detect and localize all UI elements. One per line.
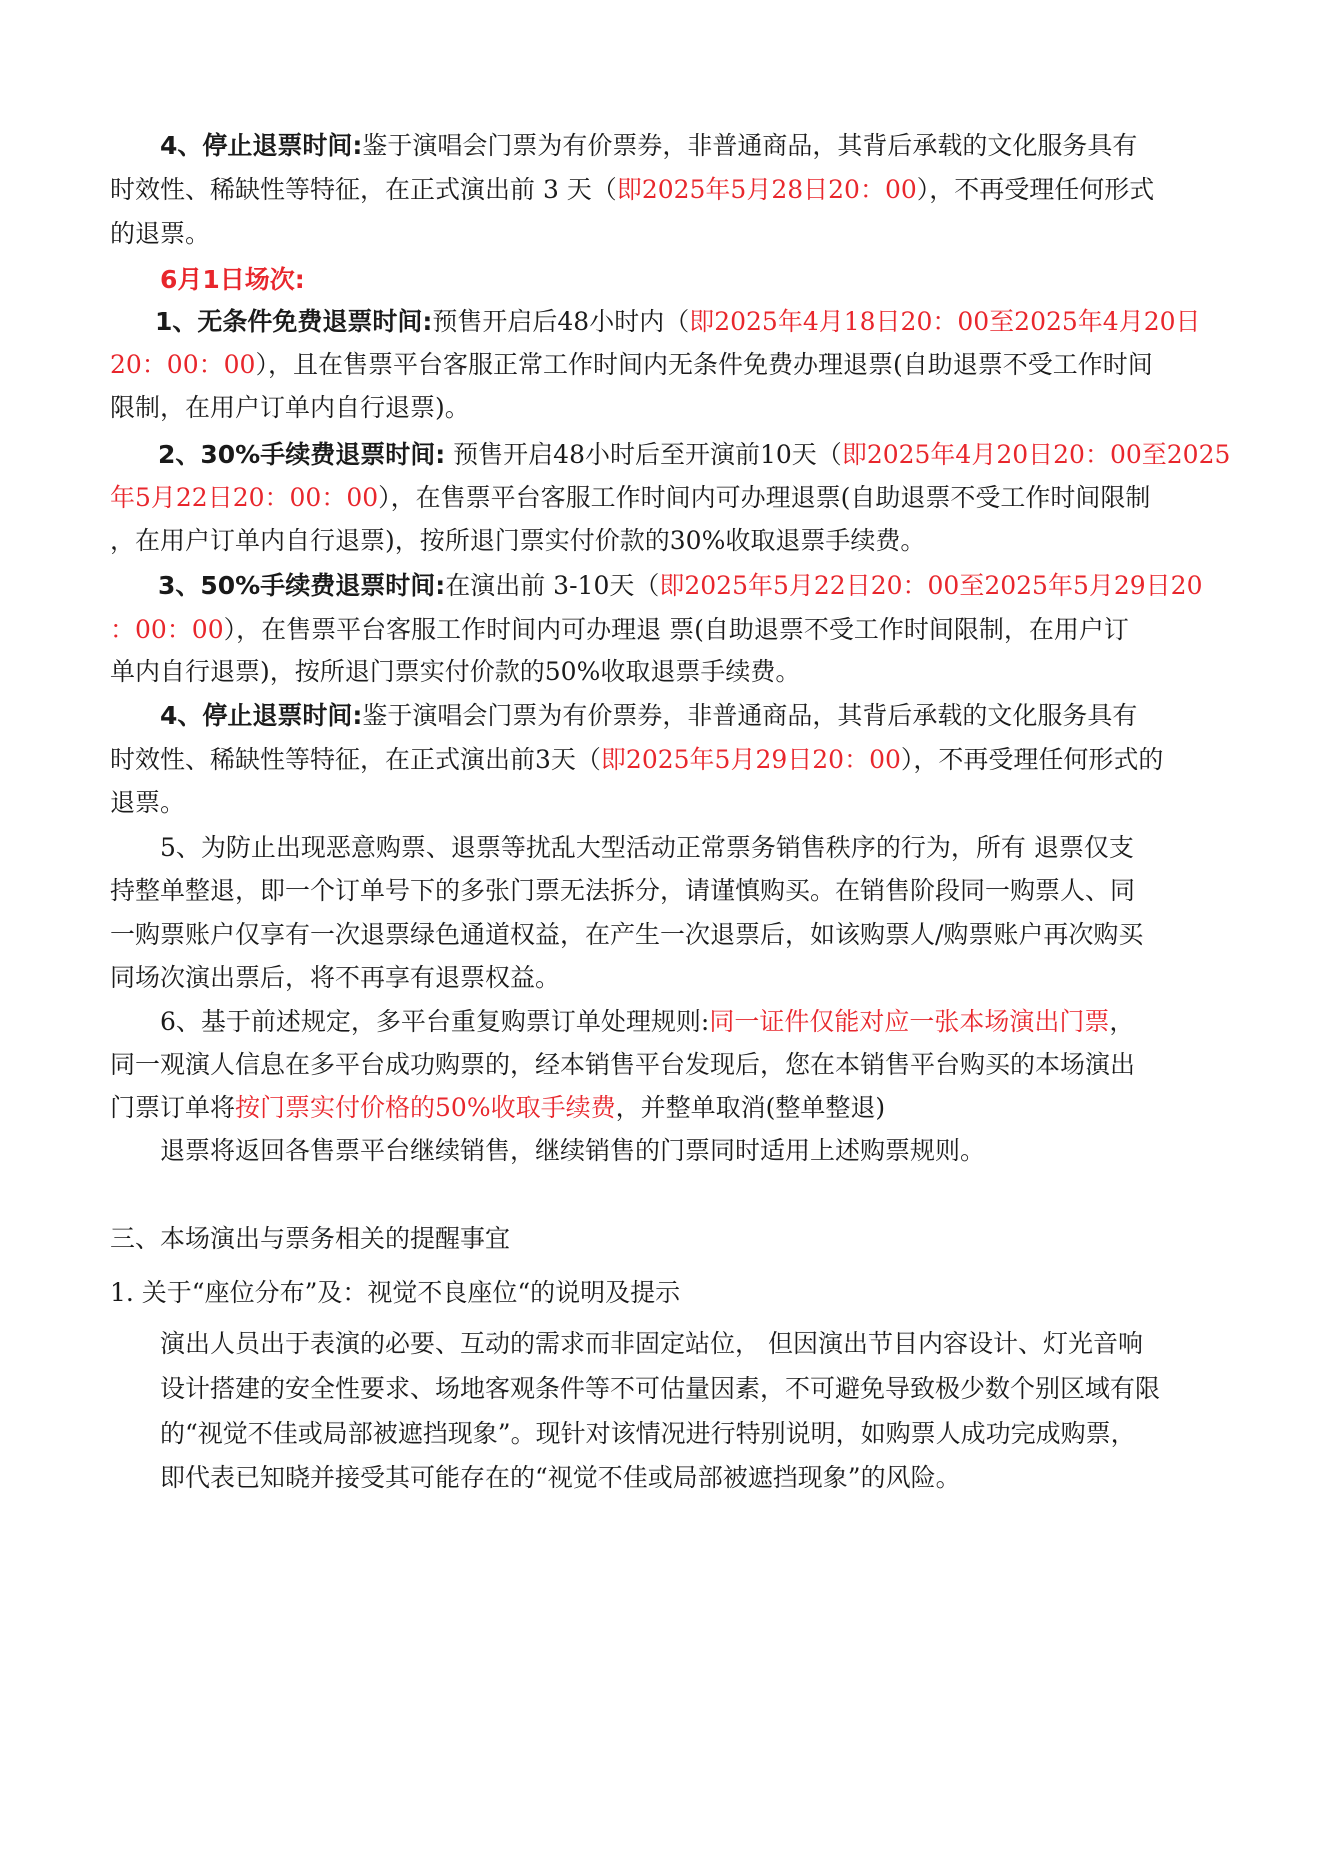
stop-refund-text: 鉴于演唱会门票为有价票券，非普通商品，其背后承载的文化服务具有: [362, 131, 1138, 160]
rule6-line-1: [160, 1004, 1134, 1040]
red-rule: 按门票实付价格的50%收取手续费: [235, 1093, 616, 1122]
red-rule: 同一证件仅能对应一张本场演出门票: [709, 1007, 1110, 1036]
section3-body-line-2: 设计搭建的安全性要求、场地客观条件等不可估量因素，不可避免导致极少数个别区域有限: [160, 1374, 1161, 1403]
stop-refund2-label: 4、停止退票时间:: [160, 701, 363, 730]
section3-item-1: 1. 关于“座位分布”及：视觉不良座位“的说明及提示: [110, 1278, 681, 1307]
section3-body-line-3: 的“视觉不佳或局部被遮挡现象”。现针对该情况进行特别说明，如购票人成功完成购票，: [160, 1419, 1136, 1448]
red-date: 即2025年4月20日20：00至2025: [841, 440, 1231, 469]
red-date: 即2025年5月28日20：00: [616, 175, 917, 204]
fee30-line-2: [110, 480, 1150, 516]
rule5-line-2: 持整单整退，即一个订单号下的多张门票无法拆分，请谨慎购买。在销售阶段同一购票人、同: [110, 876, 1136, 905]
free-refund-line-3: 限制，在用户订单内自行退票)。: [110, 393, 470, 422]
fee30-line-3: ，在用户订单内自行退票)，按所退门票实付价款的30%收取退票手续费。: [110, 526, 926, 555]
text-segment: ），不再受理任何形式: [916, 175, 1155, 204]
text-segment: 预售开启后48小时内（: [432, 307, 690, 336]
fee50-line-1: [158, 568, 1202, 604]
session-heading: 6月1日场次:: [160, 265, 305, 294]
red-date: 年5月22日20：00：00: [110, 483, 379, 512]
red-date: 即2025年4月18日20：00至2025年4月20日: [689, 307, 1201, 336]
stop-refund2-line-3: 退票。: [110, 788, 186, 817]
rule6-line-3: [110, 1090, 885, 1126]
red-date: 20：00：00: [110, 350, 256, 379]
stop-refund-line-1: [160, 128, 1137, 164]
text-segment: ），且在售票平台客服正常工作时间内无条件免费办理退票(自助退票不受工作时间: [255, 350, 1153, 379]
text-segment: ），在售票平台客服工作时间内可办理退 票(自助退票不受工作时间限制，在用户订: [223, 615, 1129, 644]
section3-body-line-4: 即代表已知晓并接受其可能存在的“视觉不佳或局部被遮挡现象”的风险。: [160, 1463, 961, 1492]
red-date: 即2025年5月22日20：00至2025年5月29日20: [659, 571, 1203, 600]
red-date: 即2025年5月29日20：00: [600, 745, 901, 774]
text-segment: ），在售票平台客服工作时间内可办理退票(自助退票不受工作时间限制: [378, 483, 1151, 512]
fee30-label: 2、30%手续费退票时间:: [158, 440, 446, 469]
text-segment: ，: [1109, 1007, 1135, 1036]
stop-refund-line-2: [110, 172, 1154, 208]
fee50-line-2: [110, 612, 1129, 648]
text-segment: ），不再受理任何形式的: [900, 745, 1164, 774]
stop-refund2-line-2: [110, 742, 1163, 778]
section3-body-line-1: 演出人员出于表演的必要、互动的需求而非固定站位， 但因演出节目内容设计、灯光音响: [160, 1329, 1143, 1358]
stop-refund-line-3: 的退票。: [110, 219, 211, 248]
rule5-line-4: 同场次演出票后，将不再享有退票权益。: [110, 963, 561, 992]
free-refund-line-2: [110, 347, 1153, 383]
free-refund-line-1: [155, 304, 1201, 340]
fee50-line-3: 单内自行退票)，按所退门票实付价款的50%收取退票手续费。: [110, 657, 801, 686]
text-segment: 在演出前 3-10天（: [445, 571, 660, 600]
text-segment: 6、基于前述规定，多平台重复购票订单处理规则:: [160, 1007, 710, 1036]
text-segment: 门票订单将: [110, 1093, 236, 1122]
section3-heading: 三、本场演出与票务相关的提醒事宜: [110, 1224, 511, 1253]
text-segment: 预售开启48小时后至开演前10天（: [445, 440, 842, 469]
fee50-label: 3、50%手续费退票时间:: [158, 571, 446, 600]
free-refund-label: 1、无条件免费退票时间:: [155, 307, 433, 336]
rule6-line-4: 退票将返回各售票平台继续销售，继续销售的门票同时适用上述购票规则。: [160, 1136, 986, 1165]
red-date: ：00：00: [110, 615, 224, 644]
text-segment: 时效性、稀缺性等特征，在正式演出前3天（: [110, 745, 601, 774]
text-segment: 时效性、稀缺性等特征，在正式演出前 3 天（: [110, 175, 617, 204]
stop-refund-label: 4、停止退票时间:: [160, 131, 363, 160]
rule5-line-1: 5、为防止出现恶意购票、退票等扰乱大型活动正常票务销售秩序的行为，所有 退票仅支: [160, 833, 1134, 862]
stop-refund2-line-1: [160, 698, 1137, 734]
fee30-line-1: [158, 437, 1230, 473]
rule6-line-2: 同一观演人信息在多平台成功购票的，经本销售平台发现后，您在本销售平台购买的本场演出: [110, 1050, 1136, 1079]
rule5-line-3: 一购票账户仅享有一次退票绿色通道权益，在产生一次退票后，如该购票人/购票账户再次购买: [110, 920, 1144, 949]
text-segment: 鉴于演唱会门票为有价票券，非普通商品，其背后承载的文化服务具有: [362, 701, 1138, 730]
text-segment: ，并整单取消(整单整退): [615, 1093, 886, 1122]
